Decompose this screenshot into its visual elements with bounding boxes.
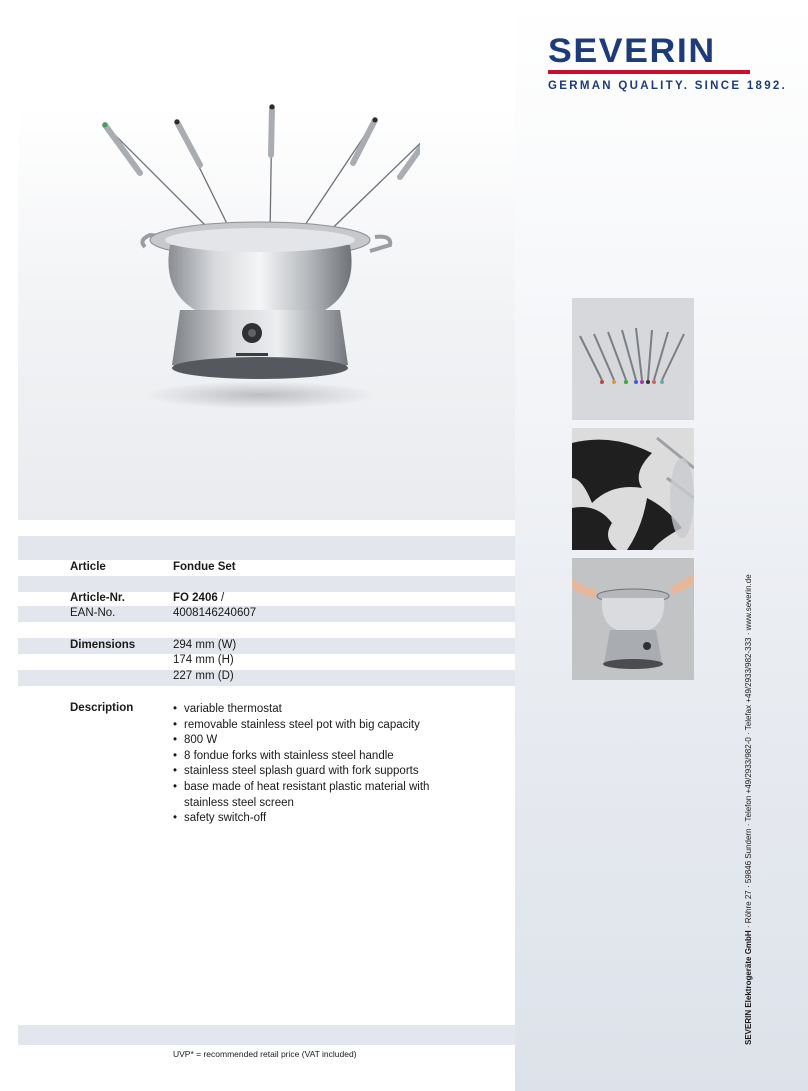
splash-guard-photo: [572, 428, 694, 550]
footnote: UVP* = recommended retail price (VAT included): [173, 1049, 357, 1059]
list-item: • removable stainless steel pot with big capacity: [173, 718, 473, 734]
description-label: Description: [70, 702, 134, 714]
imprint: [744, 574, 753, 1045]
list-item: • variable thermostat: [173, 702, 473, 718]
list-item: • 8 fondue forks with stainless steel handle: [173, 749, 473, 765]
dimensions-label: Dimensions: [70, 639, 136, 651]
description-list: [173, 702, 473, 827]
imprint-address: · Röhre 27 · 59846 Sundern · Telefon +49/2933/982-0 · Telefax +49/2933/982-333 · www.severin.de: [744, 574, 753, 931]
article-value: Fondue Set: [173, 561, 236, 573]
dimension-width: 294 mm (W): [173, 639, 237, 651]
list-item: • 800 W: [173, 733, 473, 749]
brand-tagline: GERMAN QUALITY. SINCE 1892.: [548, 80, 788, 92]
fondue-pot-photo: [100, 95, 420, 415]
list-item: • safety switch-off: [173, 811, 473, 827]
brand-wordmark: SEVERIN: [548, 32, 716, 70]
table-band: [18, 1025, 515, 1045]
fondue-forks-photo: [572, 298, 694, 420]
table-band: [18, 536, 515, 560]
brand-logo: [548, 32, 788, 92]
brand-underline: [548, 70, 750, 74]
ean-value: 4008146240607: [173, 607, 257, 619]
table-band: [18, 670, 515, 686]
fondue-set-in-use-photo: [572, 558, 694, 680]
ean-label: EAN-No.: [70, 607, 116, 619]
article-nr-label: Article-Nr.: [70, 592, 125, 604]
table-band: [18, 576, 515, 592]
list-item: • base made of heat resistant plastic material with stainless steel screen: [173, 780, 473, 811]
dimension-height: 174 mm (H): [173, 654, 234, 666]
dimension-depth: 227 mm (D): [173, 670, 234, 682]
list-item: • stainless steel splash guard with fork supports: [173, 764, 473, 780]
article-label: Article: [70, 561, 106, 573]
article-nr-value: FO 2406: [173, 592, 218, 604]
article-nr-suffix: /: [217, 592, 225, 604]
imprint-company: SEVERIN Elektrogeräte GmbH: [744, 930, 753, 1045]
article-nr-row: [173, 592, 224, 604]
